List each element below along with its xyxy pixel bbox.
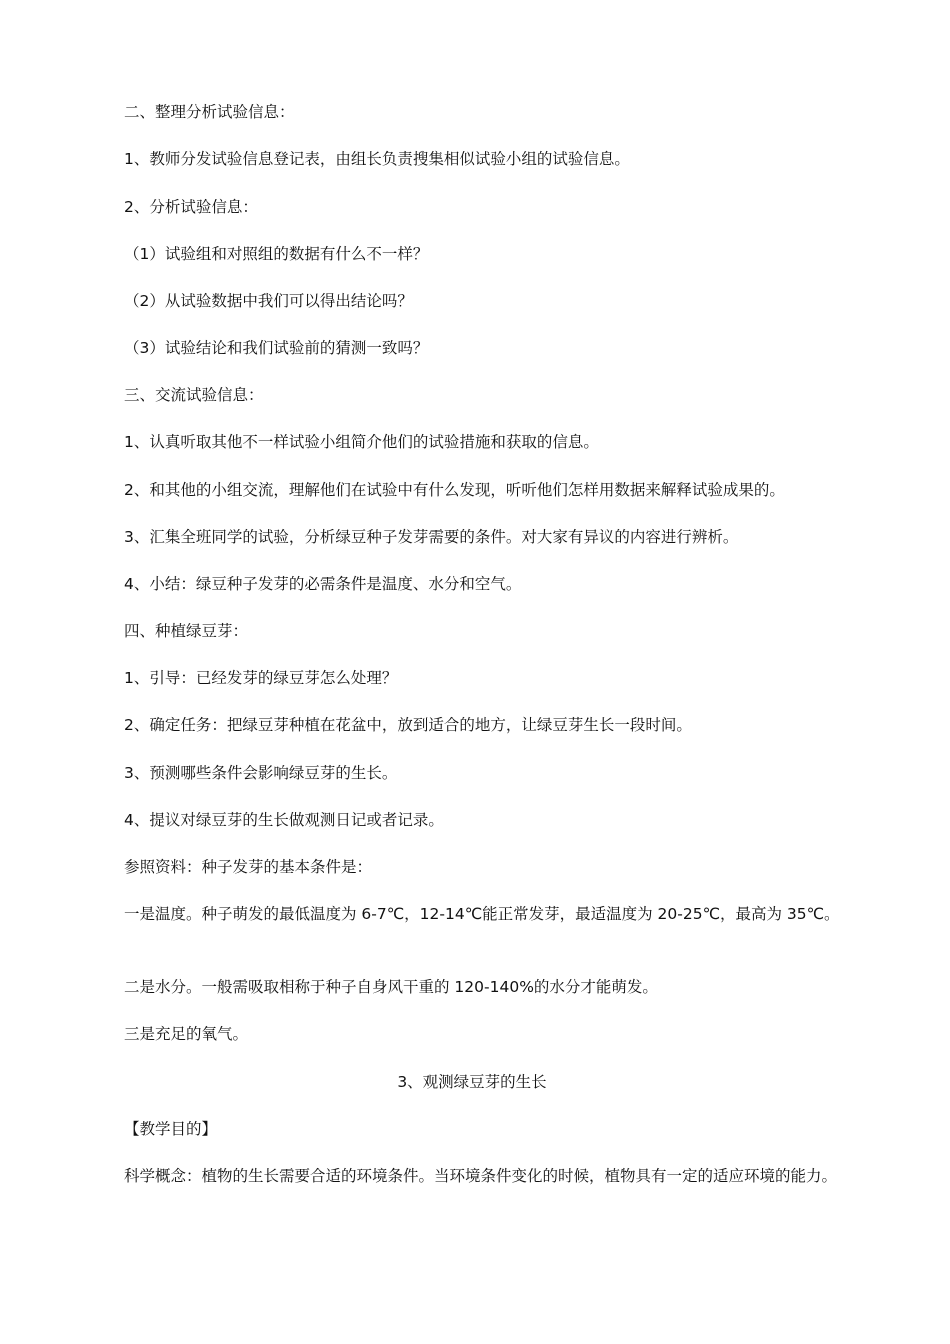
question-item: （1）试验组和对照组的数据有什么不一样？	[124, 245, 429, 263]
paragraph: 一是温度。种子萌发的最低温度为 6-7℃，12-14℃能正常发芽，最适温度为 20-25℃，最高为 35℃。	[124, 905, 840, 923]
paragraph: 4、提议对绿豆芽的生长做观测日记或者记录。	[124, 811, 444, 829]
paragraph: 科学概念：植物的生长需要合适的环境条件。当环境条件变化的时候，植物具有一定的适应环境的能力。	[124, 1167, 838, 1185]
paragraph: 1、引导：已经发芽的绿豆芽怎么处理？	[124, 669, 398, 687]
question-item: （3）试验结论和我们试验前的猜测一致吗？	[124, 339, 429, 357]
section-heading-3: 三、交流试验信息：	[124, 386, 264, 404]
section-heading-2: 二、整理分析试验信息：	[124, 103, 295, 121]
teaching-goal-heading: 【教学目的】	[124, 1120, 218, 1138]
lesson-title: 3、观测绿豆芽的生长	[397, 1073, 547, 1091]
section-heading-4: 四、种植绿豆芽：	[124, 622, 249, 640]
paragraph: 1、教师分发试验信息登记表，由组长负责搜集相似试验小组的试验信息。	[124, 150, 630, 168]
paragraph: 3、预测哪些条件会影响绿豆芽的生长。	[124, 764, 398, 782]
paragraph: 三是充足的氧气。	[124, 1025, 249, 1043]
paragraph: 1、认真听取其他不一样试验小组简介他们的试验措施和获取的信息。	[124, 433, 599, 451]
paragraph: 2、确定任务：把绿豆芽种植在花盆中，放到适合的地方，让绿豆芽生长一段时间。	[124, 716, 692, 734]
paragraph: 4、小结：绿豆种子发芽的必需条件是温度、水分和空气。	[124, 575, 522, 593]
paragraph: 2、分析试验信息：	[124, 198, 258, 216]
paragraph: 二是水分。一般需吸取相称于种子自身风干重的 120-140%的水分才能萌发。	[124, 978, 658, 996]
paragraph: 3、汇集全班同学的试验，分析绿豆种子发芽需要的条件。对大家有异议的内容进行辨析。	[124, 528, 739, 546]
paragraph: 2、和其他的小组交流，理解他们在试验中有什么发现，听听他们怎样用数据来解释试验成果的。	[124, 481, 785, 499]
question-item: （2）从试验数据中我们可以得出结论吗？	[124, 292, 413, 310]
reference-heading: 参照资料：种子发芽的基本条件是：	[124, 858, 373, 876]
